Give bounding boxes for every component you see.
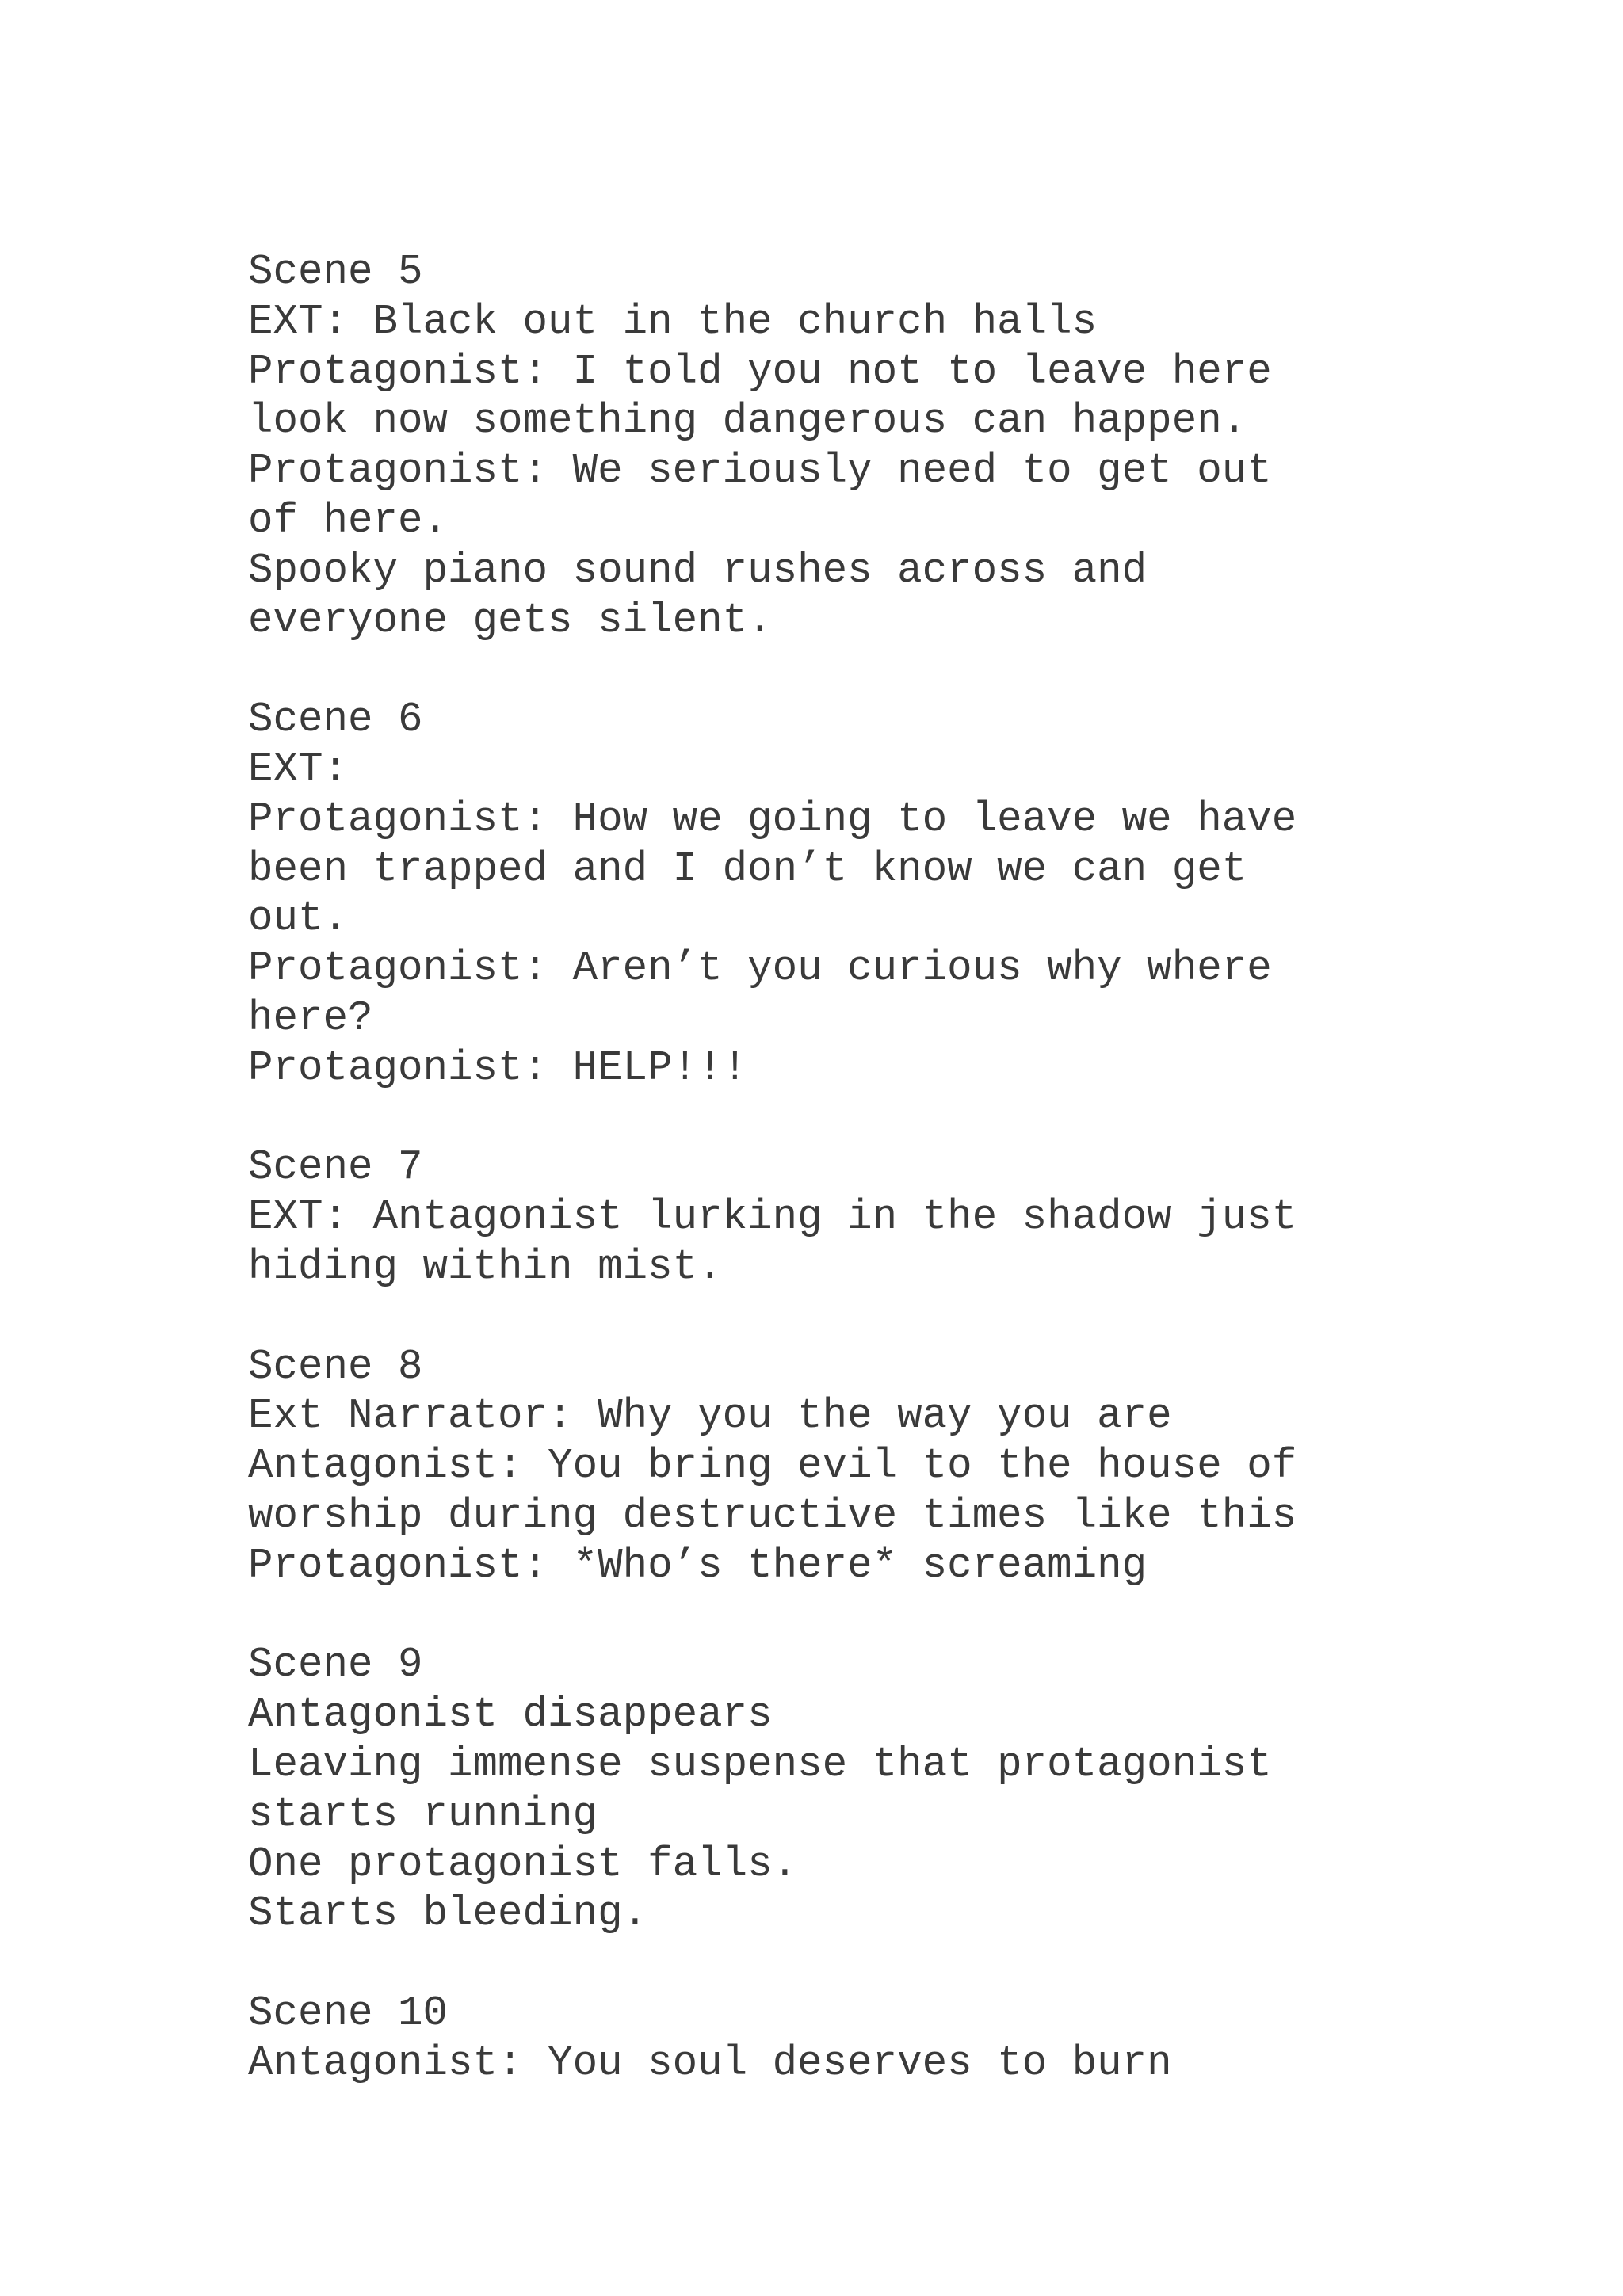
scene-heading: Scene 8 — [248, 1342, 423, 1390]
script-line: Protagonist: I told you not to leave here — [248, 347, 1272, 395]
script-line: One protagonist falls. — [248, 1840, 798, 1888]
scene-block — [248, 1142, 1437, 1291]
blank-line — [248, 1591, 1437, 1641]
script-line: Antagonist disappears — [248, 1691, 773, 1739]
scene-block — [248, 1342, 1437, 1591]
scene-heading: Scene 5 — [248, 248, 423, 296]
scene-block — [248, 247, 1437, 645]
scene-heading: Scene 9 — [248, 1641, 423, 1689]
script-line: Protagonist: We seriously need to get out — [248, 447, 1272, 495]
script-line: everyone gets silent. — [248, 596, 773, 644]
script-line: EXT: — [248, 745, 349, 793]
script-line: been trapped and I don’t know we can get — [248, 845, 1247, 893]
script-line: hiding within mist. — [248, 1242, 723, 1291]
script-body — [248, 247, 1437, 2088]
script-line: here? — [248, 994, 373, 1042]
scene-block — [248, 1640, 1437, 1939]
script-line: of here. — [248, 496, 449, 544]
scene-block — [248, 695, 1437, 1093]
script-line: starts running — [248, 1790, 598, 1838]
script-line: EXT: Black out in the church halls — [248, 297, 1098, 345]
script-line: out. — [248, 894, 349, 943]
script-line: Protagonist: HELP!!! — [248, 1043, 748, 1092]
script-line: Antagonist: You soul deserves to burn — [248, 2039, 1172, 2087]
script-line: Leaving immense suspense that protagonist — [248, 1740, 1272, 1788]
script-line: Antagonist: You bring evil to the house of — [248, 1442, 1297, 1490]
script-line: Starts bleeding. — [248, 1890, 648, 1938]
script-line: worship during destructive times like this — [248, 1491, 1297, 1539]
script-line: Protagonist: *Who’s there* screaming — [248, 1541, 1148, 1589]
script-line: Protagonist: Aren’t you curious why where — [248, 944, 1272, 993]
scene-heading: Scene 6 — [248, 696, 423, 744]
script-line: EXT: Antagonist lurking in the shadow just — [248, 1193, 1297, 1241]
script-line: Spooky piano sound rushes across and — [248, 546, 1148, 594]
script-line: Protagonist: How we going to leave we have — [248, 795, 1297, 843]
scene-heading: Scene 7 — [248, 1143, 423, 1192]
blank-line — [248, 1939, 1437, 1989]
scene-heading: Scene 10 — [248, 1989, 449, 2037]
blank-line — [248, 645, 1437, 695]
script-line: look now something dangerous can happen. — [248, 397, 1247, 445]
script-line: Ext Narrator: Why you the way you are — [248, 1392, 1172, 1440]
blank-line — [248, 1292, 1437, 1342]
scene-block — [248, 1989, 1437, 2088]
blank-line — [248, 1093, 1437, 1143]
